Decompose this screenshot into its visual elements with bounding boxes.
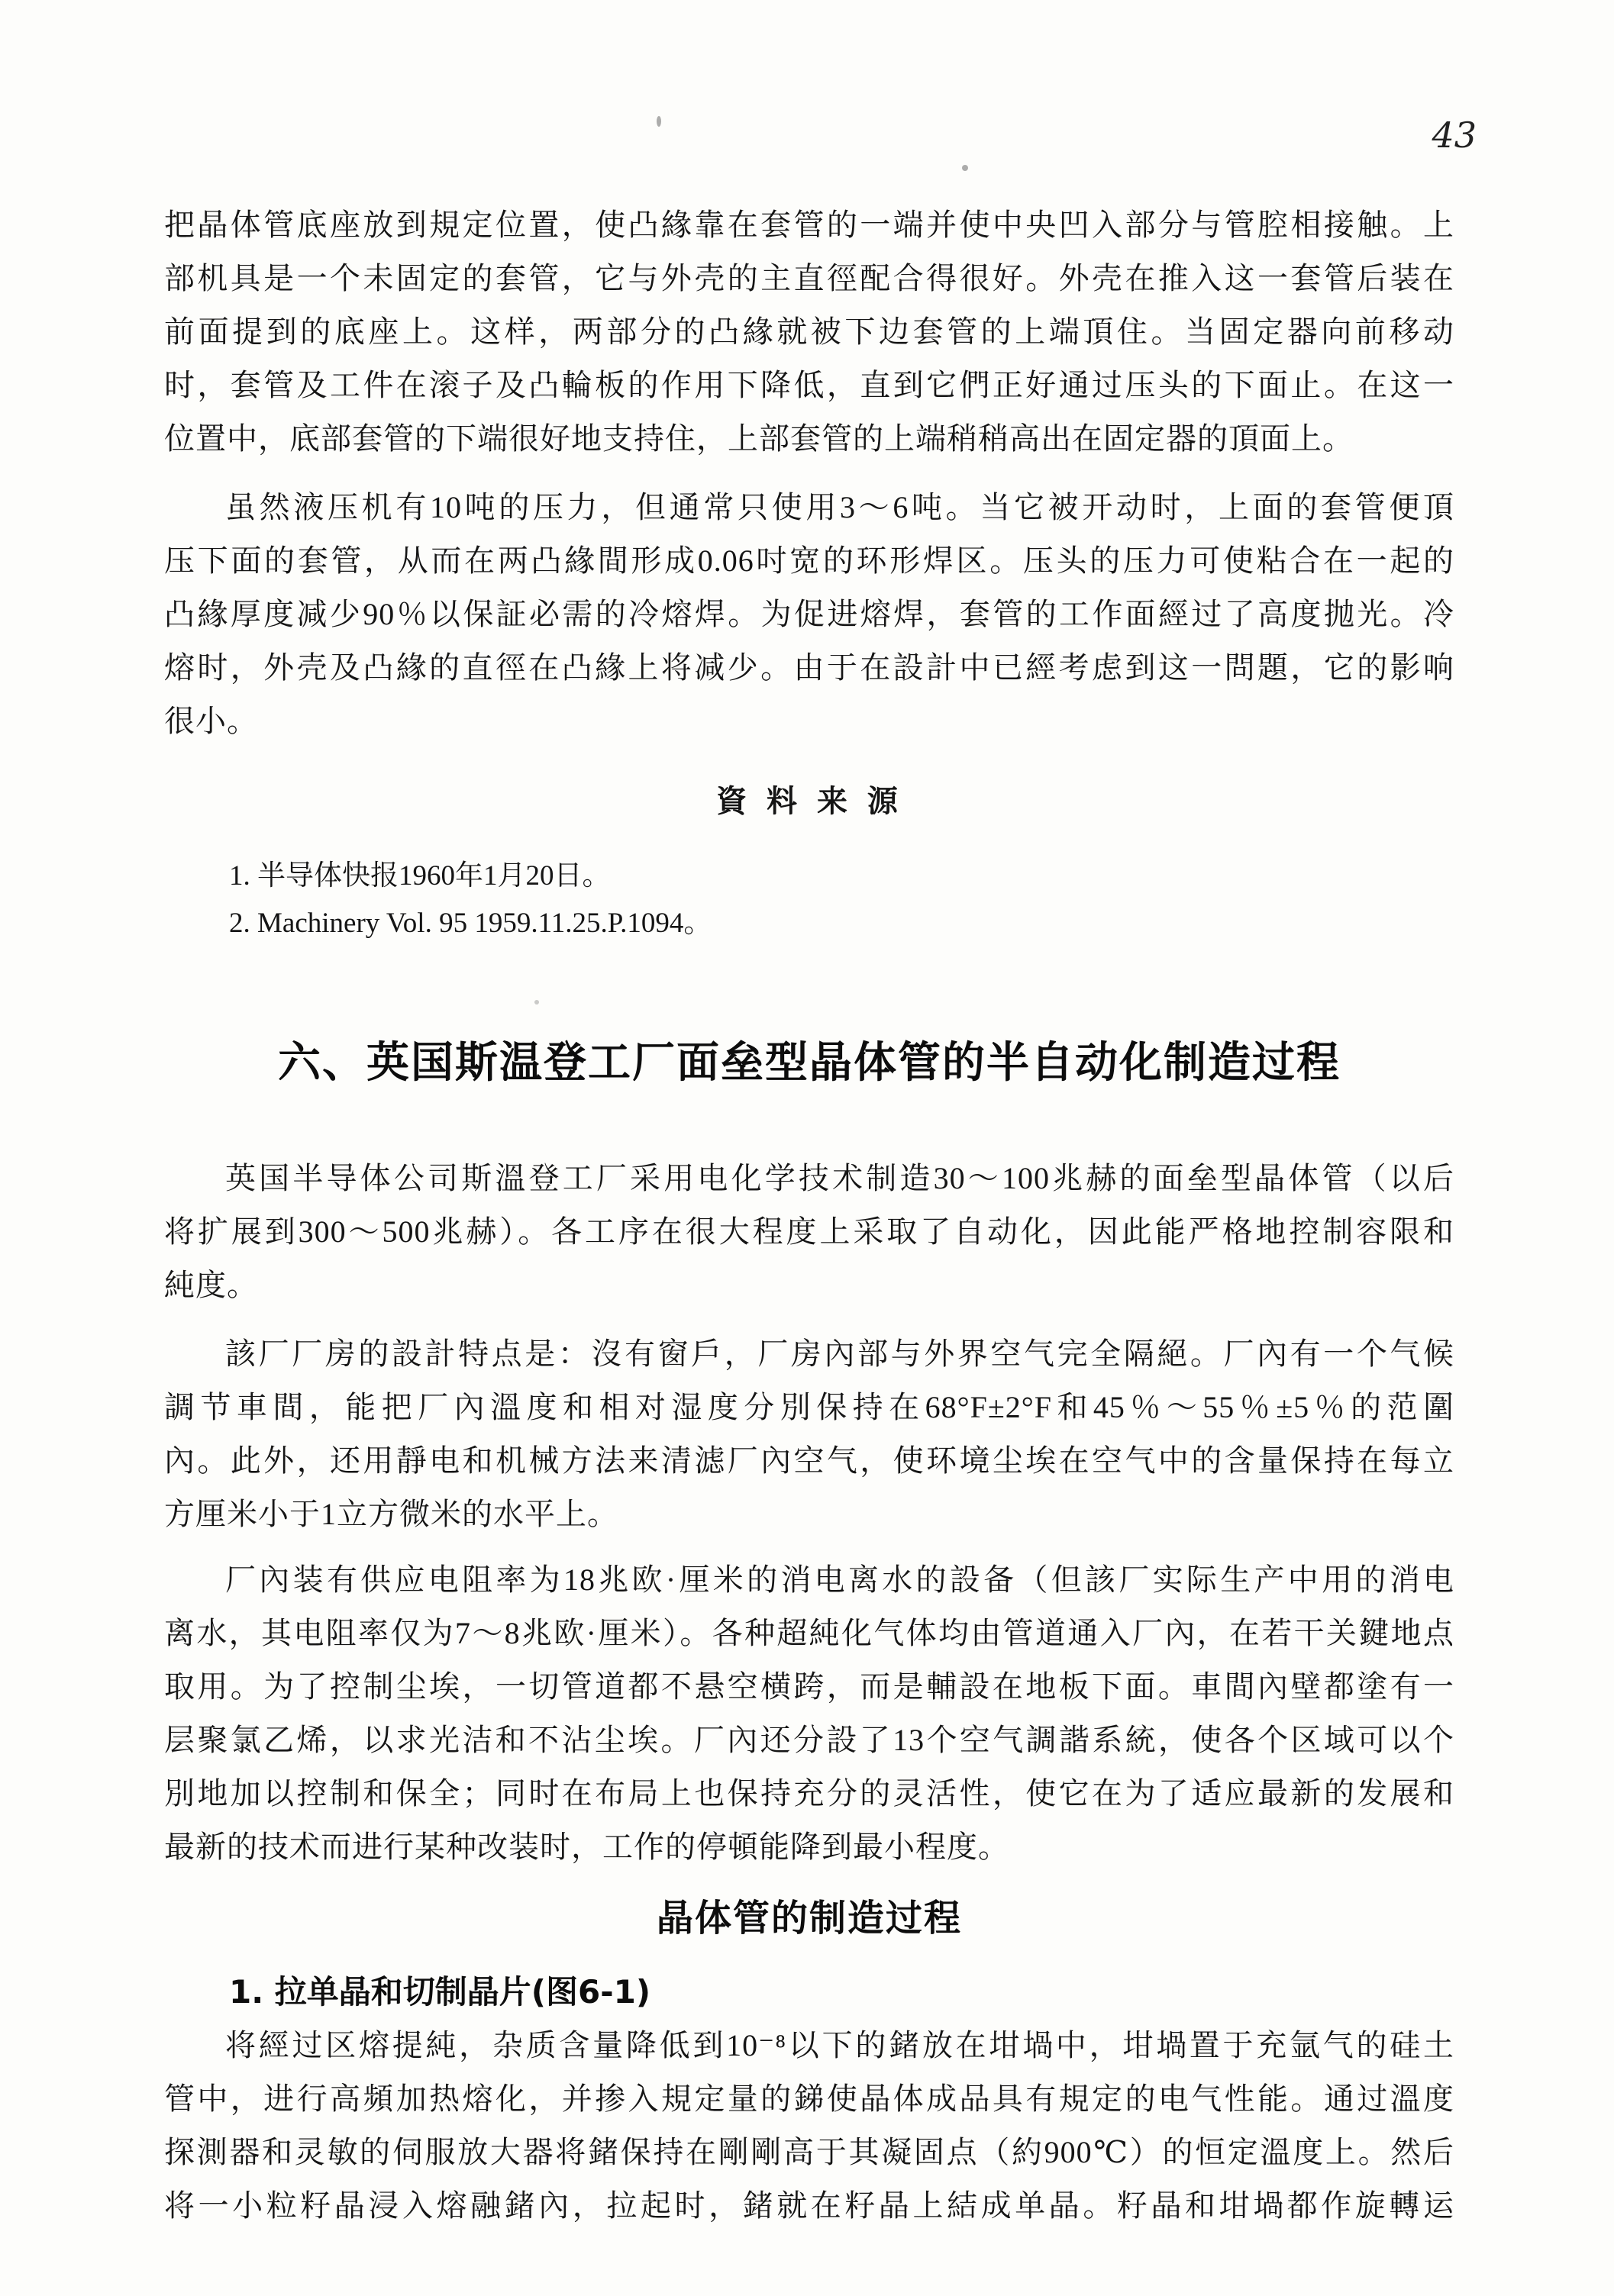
page-number: 43	[1432, 114, 1477, 156]
text-line: 熔时，外壳及凸緣的直徑在凸緣上将减少。由于在設計中已經考虑到这一問題，它的影响	[164, 650, 1454, 685]
text-line: 取用。为了控制尘埃，一切管道都不悬空横跨，而是輔設在地板下面。車間內壁都塗有一	[164, 1669, 1454, 1704]
text-line: 英国半导体公司斯溫登工厂采用电化学技术制造30～100兆赫的面垒型晶体管（以后	[225, 1161, 1454, 1195]
text-line: 时，套管及工件在滚子及凸輪板的作用下降低，直到它們正好通过压头的下面止。在这一	[164, 368, 1454, 402]
text-line: 管中，进行高頻加热熔化，并掺入規定量的銻使晶体成品具有規定的电气性能。通过溫度	[164, 2082, 1454, 2116]
text-line: 将扩展到300～500兆赫）。各工序在很大程度上采取了自动化，因此能严格地控制容限和	[164, 1214, 1454, 1249]
text-line: 部机具是一个未固定的套管，它与外壳的主直徑配合得很好。外壳在推入这一套管后装在	[164, 261, 1454, 295]
text-line: 离水，其电阻率仅为7～8兆欧·厘米）。各种超純化气体均由管道通入厂內，在若干关鍵地点	[164, 1616, 1454, 1650]
text-line: 調节車間，能把厂內溫度和相对湿度分別保持在68°F±2°F和45％～55％±5％的范圍	[164, 1390, 1454, 1424]
text-line: 厂內装有供应电阻率为18兆欧·厘米的消电离水的設备（但該厂实际生产中用的消电	[225, 1562, 1454, 1597]
text-line: 內。此外，还用靜电和机械方法来清滤厂內空气，使环境尘埃在空气中的含量保持在每立	[164, 1443, 1454, 1478]
source-item: 2. Machinery Vol. 95 1959.11.25.P.1094。	[229, 908, 712, 939]
text-line: 把晶体管底座放到規定位置，使凸緣靠在套管的一端并使中央凹入部分与管腔相接触。上	[164, 208, 1454, 242]
text-line: 探測器和灵敏的伺服放大器将鍺保持在剛剛高于其凝固点（約900℃）的恒定溫度上。然后	[164, 2135, 1454, 2169]
section-6-title: 六、英国斯温登工厂面垒型晶体管的半自动化制造过程	[278, 1038, 1341, 1088]
text-line: 前面提到的底座上。这样，两部分的凸緣就被下边套管的上端頂住。当固定器向前移动	[164, 314, 1454, 349]
text-line: 純度。	[164, 1268, 258, 1302]
source-item: 1. 半导体快报1960年1月20日。	[229, 860, 611, 892]
section-6-paragraph-3	[164, 1553, 1454, 1874]
sources-heading: 資 料 来 源	[716, 784, 902, 819]
text-line: 虽然液压机有10吨的压力，但通常只使用3～6吨。当它被开动时，上面的套管便頂	[225, 490, 1454, 524]
scan-artifact	[657, 116, 661, 127]
text-line: 方厘米小于1立方微米的水平上。	[164, 1497, 618, 1531]
page-body	[164, 198, 1454, 2233]
sources-list	[164, 853, 1454, 947]
section-6-paragraph-2	[164, 1327, 1454, 1541]
text-line: 很小。	[164, 704, 258, 738]
text-line: 层聚氯乙烯，以求光洁和不沾尘埃。厂內还分設了13个空气調諧系統，使各个区域可以个	[164, 1723, 1454, 1757]
process-paragraph-1	[164, 2019, 1454, 2233]
text-line: 位置中，底部套管的下端很好地支持住，上部套管的上端稍稍高出在固定器的頂面上。	[164, 421, 1354, 456]
process-heading: 晶体管的制造过程	[656, 1897, 962, 1940]
scan-artifact	[962, 165, 968, 171]
text-line: 将一小粒籽晶浸入熔融鍺內，拉起时，鍺就在籽晶上結成单晶。籽晶和坩堝都作旋轉运	[164, 2188, 1454, 2223]
step-1-heading: 1. 拉单晶和切制晶片(图6-1)	[229, 1973, 651, 2011]
text-line: 将經过区熔提純，杂质含量降低到10⁻⁸以下的鍺放在坩堝中，坩堝置于充氩气的硅土	[225, 2028, 1454, 2062]
text-line: 該厂厂房的設計特点是：沒有窗戶，厂房內部与外界空气完全隔絕。厂內有一个气候	[225, 1337, 1454, 1371]
scan-artifact	[534, 1000, 539, 1004]
text-line: 別地加以控制和保全；同时在布局上也保持充分的灵活性，使它在为了适应最新的发展和	[164, 1776, 1454, 1811]
text-line: 凸緣厚度减少90％以保証必需的冷熔焊。为促进熔焊，套管的工作面經过了高度抛光。冷	[164, 597, 1454, 631]
intro-paragraph-2	[164, 481, 1454, 748]
text-line: 最新的技术而进行某种改装时，工作的停頓能降到最小程度。	[164, 1830, 1009, 1864]
text-line: 压下面的套管，从而在两凸緣間形成0.06吋宽的环形焊区。压头的压力可使粘合在一起的	[164, 543, 1454, 578]
section-6-paragraph-1	[164, 1152, 1454, 1312]
intro-paragraph-1	[164, 198, 1454, 466]
